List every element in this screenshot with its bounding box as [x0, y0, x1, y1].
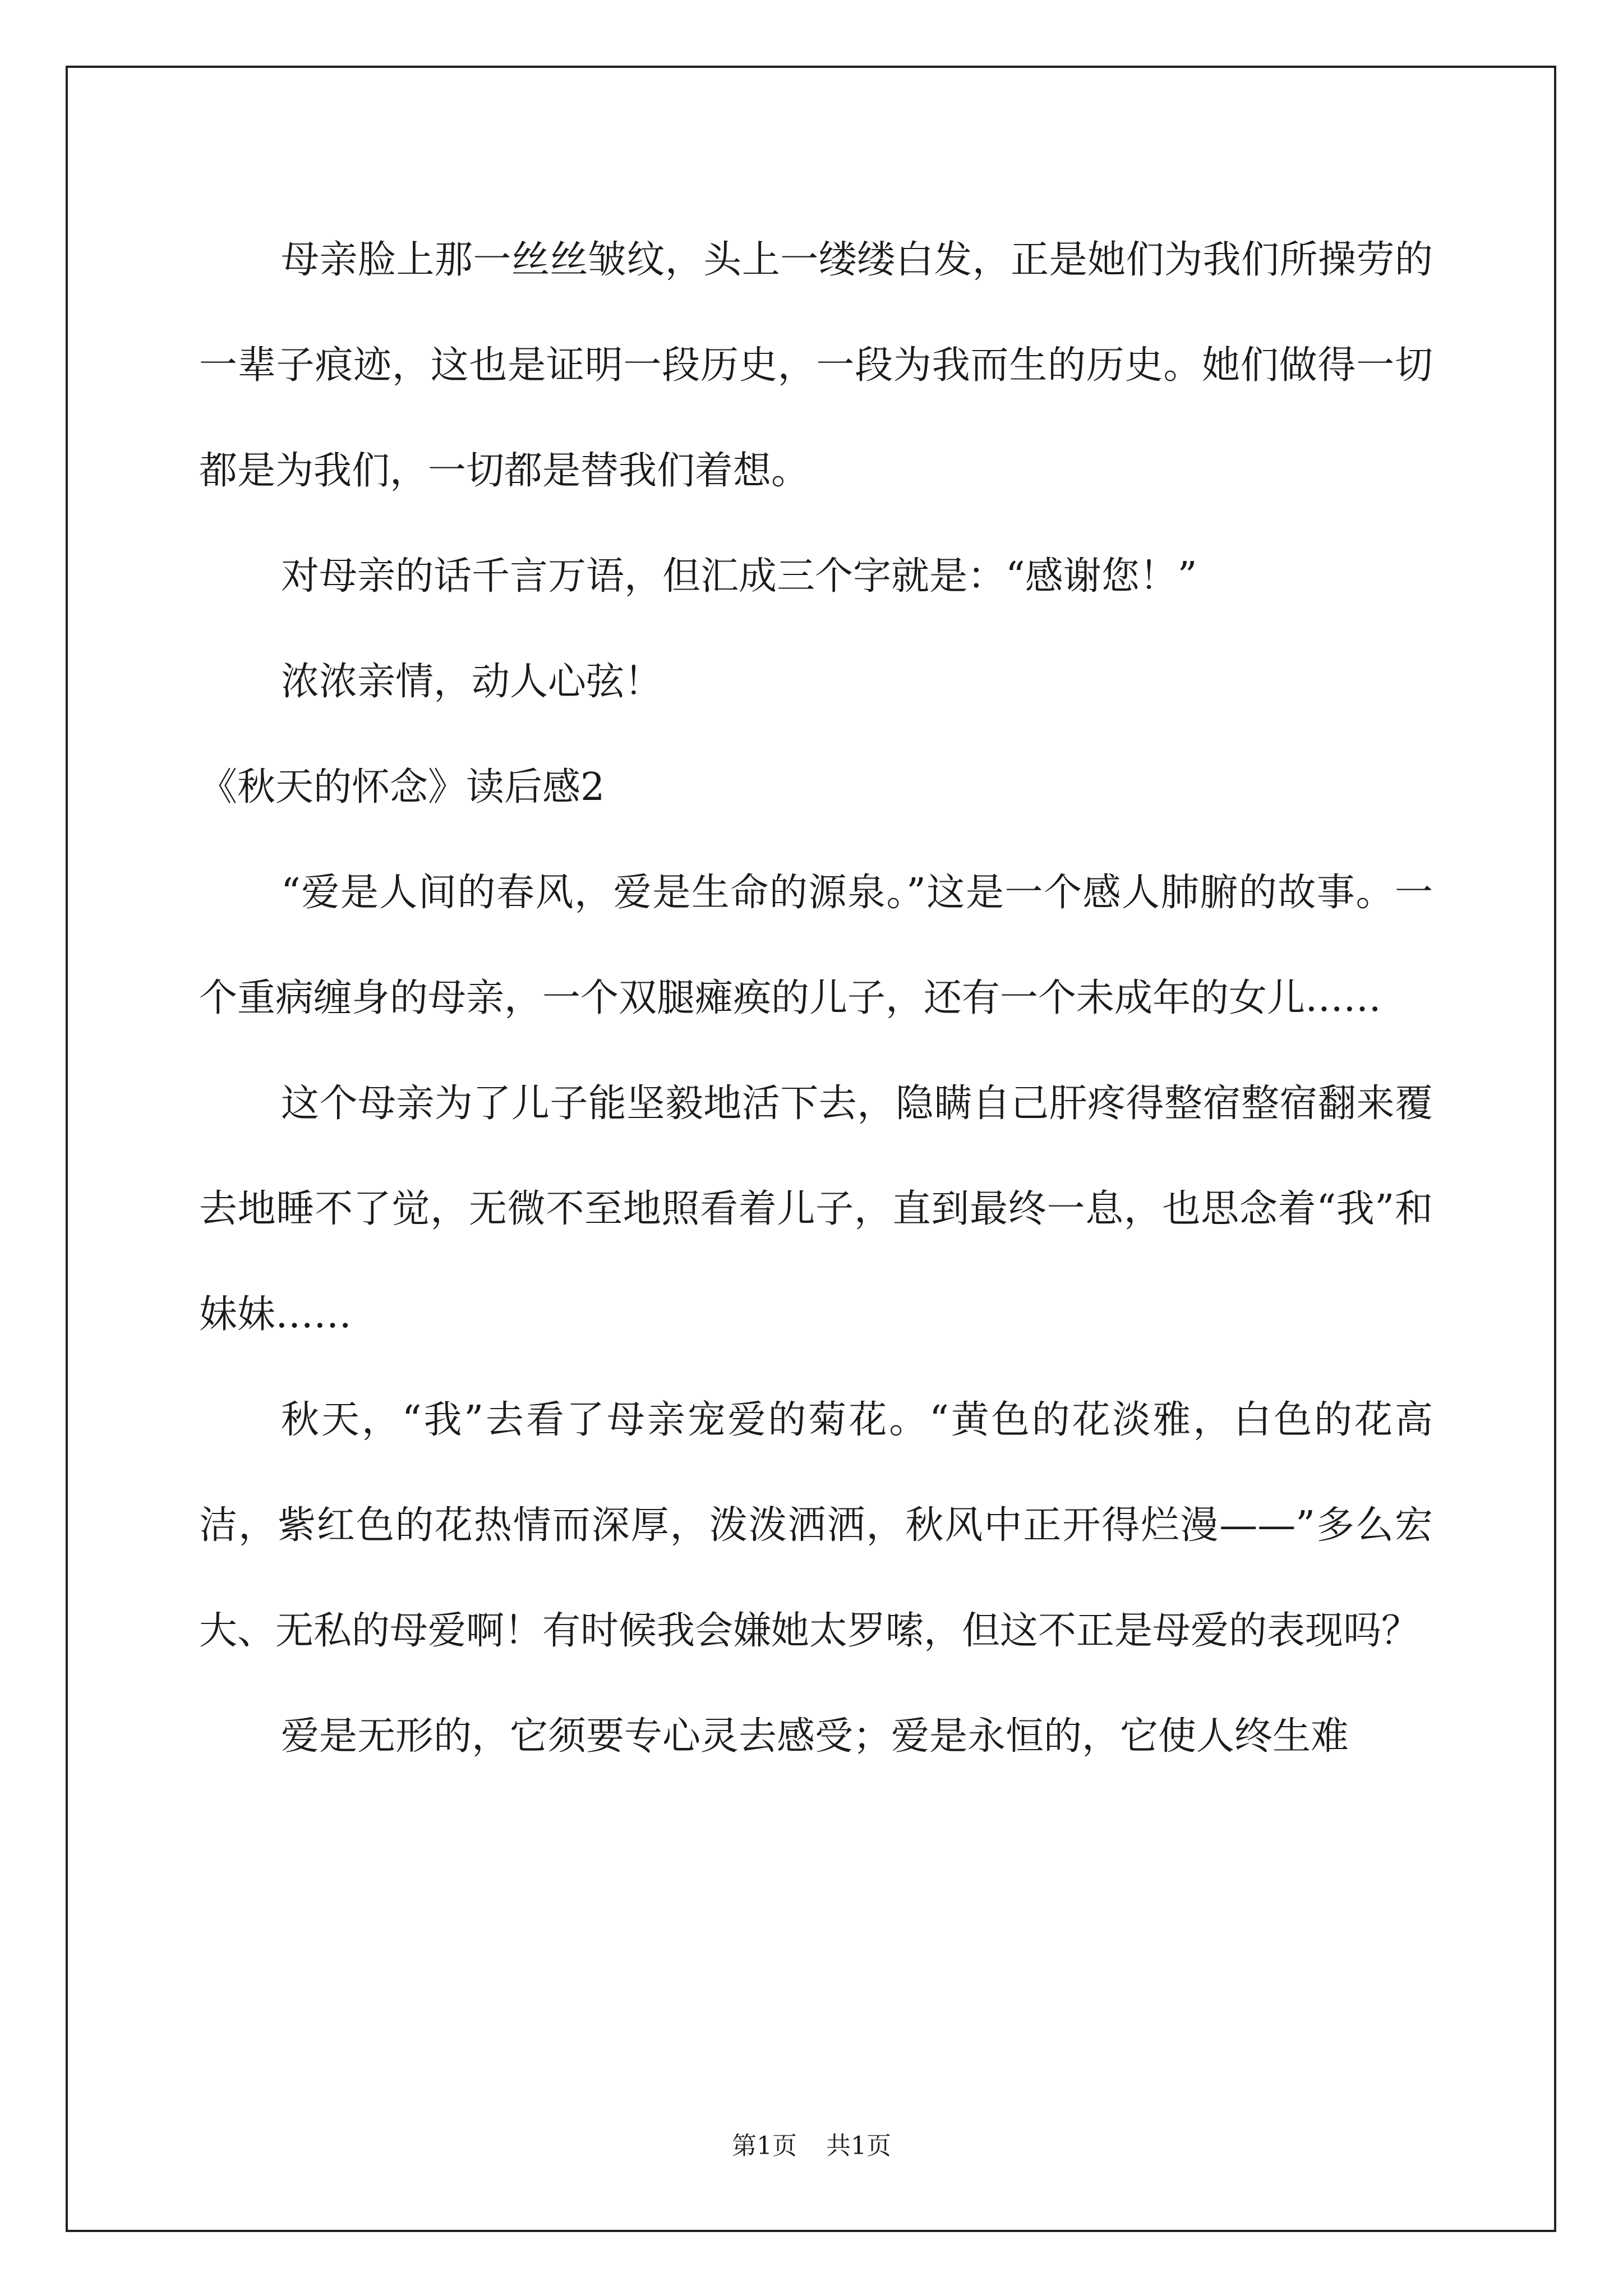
page-footer: [0, 2129, 1623, 2163]
paragraph: 爱是无形的，它须要专心灵去感受；爱是永恒的，它使人终生难: [281, 1714, 1349, 1759]
document-body: [199, 208, 1433, 1789]
paragraph: 秋天，“我”去看了母亲宠爱的菊花。“黄色的花淡雅，白色的花高洁，紫红色的花热情而深厚，泼泼洒洒，秋风中正开得烂漫——”多么宏大、无私的母爱啊！有时候我会嫌她太罗嗦，但这不正是母爱的表现吗？: [199, 1398, 1433, 1653]
paragraph: 浓浓亲情，动人心弦！: [281, 660, 663, 704]
paragraph: 母亲脸上那一丝丝皱纹，头上一缕缕白发，正是她们为我们所操劳的一辈子痕迹，这也是证明一段历史，一段为我而生的历史。她们做得一切都是为我们，一切都是替我们着想。: [199, 238, 1433, 493]
paragraph: “爱是人间的春风，爱是生命的源泉。”这是一个感人肺腑的故事。一个重病缠身的母亲，一个双腿瘫痪的儿子，还有一个未成年的女儿……: [199, 871, 1433, 1020]
paragraph: 对母亲的话千言万语，但汇成三个字就是：“感谢您！”: [281, 554, 1197, 599]
page-number: 第1页: [732, 2132, 797, 2160]
paragraph: 这个母亲为了儿子能坚毅地活下去，隐瞒自己肝疼得整宿整宿翻来覆去地睡不了觉，无微不至地照看着儿子，直到最终一息，也思念着“我”和妹妹……: [199, 1082, 1433, 1337]
page-total: 共1页: [826, 2132, 891, 2160]
section-heading: 《秋天的怀念》读后感2: [199, 765, 605, 809]
